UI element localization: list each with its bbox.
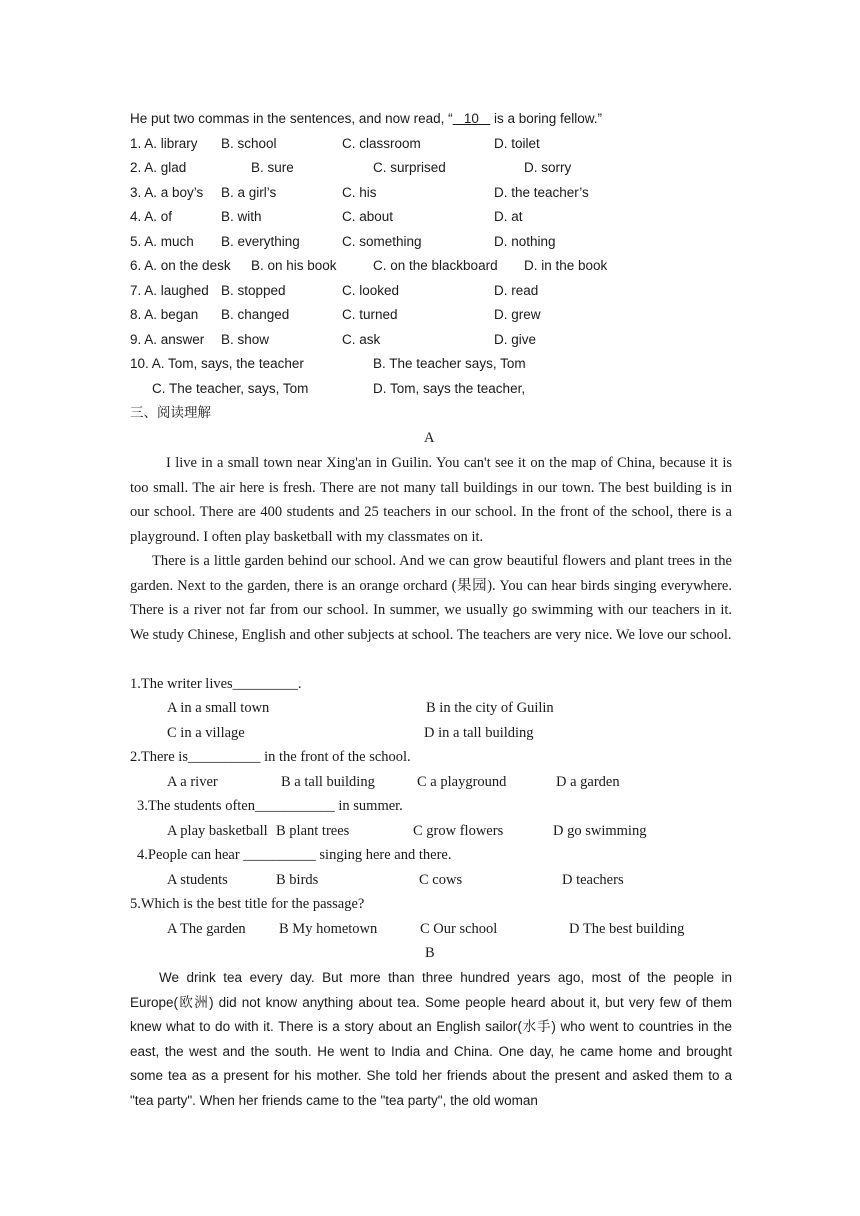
option-b: B. with	[221, 209, 262, 224]
option-a: 8. A. began	[130, 307, 199, 322]
option-a: 3. A. a boy’s	[130, 185, 204, 200]
choice-c: C grow flowers	[413, 823, 504, 839]
option-d: D. nothing	[494, 234, 556, 249]
option-c: C. surprised	[373, 160, 446, 175]
option-a: 10. A. Tom, says, the teacher	[130, 356, 304, 371]
option-a: 7. A. laughed	[130, 283, 209, 298]
passage-a-paragraph-1: I live in a small town near Xing'an in Guilin. You can't see it on the map of China, because it is too small. The air here is fresh. There are not many tall buildings in our town. The best building is in our school. There are 400 students and 25 teachers in our school. In the front of the school, there is a playground. I often play basketball with my classmates on it.	[130, 455, 732, 545]
choice-d: D in a tall building	[424, 725, 534, 741]
option-d: D. in the book	[524, 258, 608, 273]
option-b: B. stopped	[221, 283, 286, 298]
choice-b: B in the city of Guilin	[426, 700, 554, 716]
choice-a: A a river	[167, 774, 218, 790]
choice-c: C cows	[419, 872, 463, 888]
choice-b: B birds	[276, 872, 319, 888]
option-a: 2. A. glad	[130, 160, 187, 175]
option-c: C. something	[342, 234, 422, 249]
blank-10: 10	[452, 111, 491, 126]
option-b: B. school	[221, 136, 277, 151]
option-d: D. the teacher’s	[494, 185, 589, 200]
option-d: D. give	[494, 332, 537, 347]
option-c: C. on the blackboard	[373, 258, 498, 273]
option-d: D. at	[494, 209, 523, 224]
choice-c: C in a village	[167, 725, 245, 741]
choice-a: A play basketball	[167, 823, 268, 839]
choice-b: B plant trees	[276, 823, 350, 839]
choice-c: C a playground	[417, 774, 507, 790]
question-stem: 2.There is__________ in the front of the school.	[130, 749, 411, 765]
question-stem: 1.The writer lives_________.	[130, 676, 302, 692]
choice-b: B My hometown	[279, 921, 378, 937]
option-d: D. Tom, says the teacher,	[373, 381, 526, 396]
option-a: 4. A. of	[130, 209, 173, 224]
option-a: 1. A. library	[130, 136, 198, 151]
option-c: C. his	[342, 185, 377, 200]
option-c: C. turned	[342, 307, 398, 322]
intro-line	[130, 109, 602, 129]
option-b: B. everything	[221, 234, 300, 249]
choice-a: A students	[167, 872, 228, 888]
option-c: C. classroom	[342, 136, 421, 151]
option-c: C. ask	[342, 332, 381, 347]
choice-a: A in a small town	[167, 700, 270, 716]
option-b: B. sure	[251, 160, 294, 175]
question-stem: 3.The students often___________ in summer.	[137, 798, 403, 814]
intro-text-after: is a boring fellow.”	[490, 111, 603, 126]
choice-d: D teachers	[562, 872, 624, 888]
option-b: B. a girl’s	[221, 185, 277, 200]
section-heading: 三、阅读理解	[130, 405, 211, 421]
option-b: B. show	[221, 332, 270, 347]
option-a: 5. A. much	[130, 234, 194, 249]
option-b: B. on his book	[251, 258, 337, 273]
choice-d: D The best building	[569, 921, 685, 937]
option-d: D. toilet	[494, 136, 540, 151]
option-d: D. read	[494, 283, 539, 298]
option-c: C. looked	[342, 283, 400, 298]
question-stem: 5.Which is the best title for the passage?	[130, 896, 365, 912]
question-stem: 4.People can hear __________ singing here and there.	[137, 847, 452, 863]
passage-b-label: B	[425, 945, 435, 961]
passage-b-paragraph-1: We drink tea every day. But more than three hundred years ago, most of the people in Europe(欧洲) did not know anything about tea. Some people heard about it, but very few of them knew what to do with it. There is a story about an English sailor(水手) who went to countries in the east, the west and the south. He went to India and China. One day, he came home and brought some tea as a present for his mother. She told her friends about the present and asked them to a "tea party". When her friends came to the "tea party", the old woman	[130, 970, 732, 1108]
choice-d: D go swimming	[553, 823, 647, 839]
option-d: D. grew	[494, 307, 541, 322]
passage-a-paragraph-2: There is a little garden behind our school. And we can grow beautiful flowers and plant trees in the garden. Next to the garden, there is an orange orchard (果园). You can hear birds singing everywhere. There is a river not far from our school. In summer, we usually go swimming with our teachers in it. We study Chinese, English and other subjects at school. The teachers are very nice. We love our school.	[130, 553, 732, 643]
option-d: D. sorry	[524, 160, 572, 175]
choice-a: A The garden	[167, 921, 246, 937]
option-c: C. The teacher, says, Tom	[152, 381, 309, 396]
option-a: 6. A. on the desk	[130, 258, 231, 273]
choice-c: C Our school	[420, 921, 498, 937]
option-b: B. changed	[221, 307, 290, 322]
passage-a-label: A	[424, 430, 435, 446]
intro-text-before: He put two commas in the sentences, and now read, “	[130, 111, 453, 126]
choice-b: B a tall building	[281, 774, 375, 790]
option-b: B. The teacher says, Tom	[373, 356, 526, 371]
option-c: C. about	[342, 209, 394, 224]
choice-d: D a garden	[556, 774, 620, 790]
option-a: 9. A. answer	[130, 332, 205, 347]
